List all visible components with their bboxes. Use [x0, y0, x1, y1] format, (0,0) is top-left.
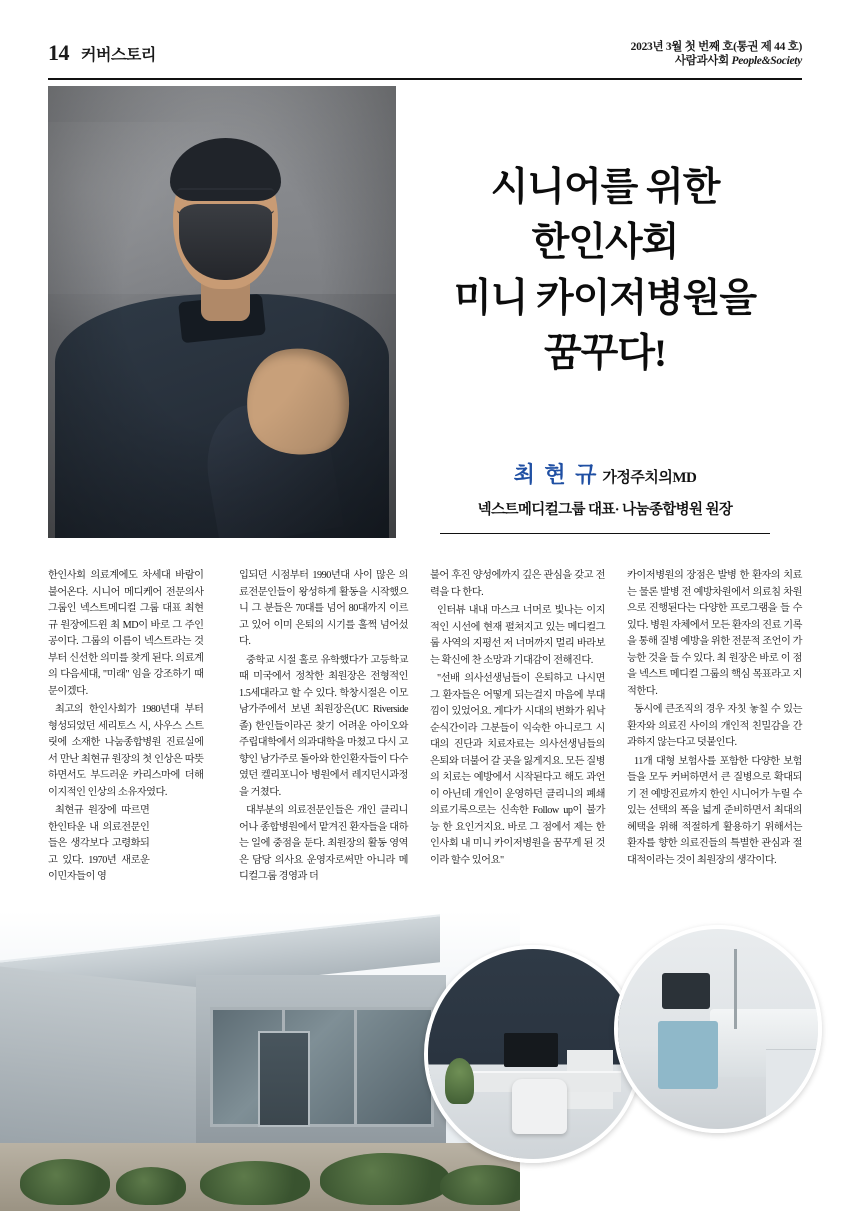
- paragraph: 대부분의 의료전문인들은 개인 클리니어나 종합병원에서 맡겨진 환자들을 대하는 일에 중점을 둔다. 최원장의 활동 영역은 담당 의사요 운영자로써만 아니라 메디컬그룹 경영과 더: [239, 805, 409, 883]
- bush: [116, 1167, 186, 1205]
- paragraph: 동시에 큰조직의 경우 자칫 놓칠 수 있는 환자와 의료진 사이의 개인적 친밀감을 간과하지 않는다고 덧붙인다.: [627, 704, 802, 749]
- brand-english: People&Society: [731, 55, 802, 68]
- building-entrance-door: [258, 1031, 310, 1127]
- building-ground: [0, 1143, 520, 1211]
- paragraph: 중학교 시절 홀로 유학했다가 고등학교 때 미국에서 정착한 최원장은 전형적인 1.5세대라고 할 수 있다. 학창시절은 이모 남가주에서 보낸 최원장은(UC Riverside 졸) 한인들이라곤 찾기 어려운 아이오와 주립대학에서 의과대학을 마쳤고 다시 고향인 남가주로 돌아와 한인환자들이 다수였던 켈리포니아 병원에서 레지던시과정을 거쳤다.: [239, 654, 409, 798]
- building-side-wall: [0, 965, 210, 1168]
- bush: [320, 1153, 450, 1205]
- bush: [440, 1165, 520, 1205]
- portrait-vignette: [48, 86, 396, 538]
- brand-line: [631, 54, 802, 68]
- medical-cart: [658, 1021, 718, 1089]
- office-chair: [512, 1079, 567, 1134]
- paragraph: 입되던 시점부터 1990년대 사이 많은 의료전문인들이 왕성하게 활동을 시작했으니 그 분들은 70대를 넘어 80대까지 이르고 있어 이미 은퇴의 시기를 훌쩍 넘어섰다.: [239, 570, 409, 648]
- headline-line-3: 미니 카이저병원을: [453, 276, 757, 320]
- building-roof: [0, 914, 440, 1011]
- byline-block: [408, 458, 802, 534]
- building-facade: [196, 975, 446, 1147]
- office-wall: [428, 949, 638, 1159]
- issue-info: 2023년 3월 첫 번째 호(통권 제 44 호): [630, 41, 802, 53]
- article-body: [48, 568, 802, 888]
- exam-wall: [618, 929, 818, 1129]
- page-number: 14: [48, 40, 69, 65]
- paragraph: 불어 후진 양성에까지 깊은 관심을 갖고 전력을 다 한다.: [430, 570, 606, 598]
- clinic-building-photo: [0, 911, 520, 1211]
- building-landscaping: [20, 1151, 520, 1211]
- brand-korean: 사람과사회: [674, 55, 729, 68]
- office-monitor: [504, 1033, 559, 1067]
- headline-line-2: 한인사회: [531, 221, 679, 265]
- article-column-3: [430, 568, 605, 888]
- clinic-office-photo: [424, 945, 642, 1163]
- header-left: [48, 40, 156, 66]
- pull-quote: "선배 의사선생님들이 은퇴하고 나시면 그 환자들은 어떻게 되는걸지 마음에 부대낌이 있었어요. 게다가 시대의 변화가 워낙 순식간이라 그분들이 익숙한 아니로그 시대의 진단과 치료자료는 의사선생님들의 은퇴와 더불어 갈 곳을 잃게지요. 모든 질병의 치료는 예방에서 시작된다고 해도 과언이 아닌데 개인이 운영하던 클리니의 폐쇄의료기록으로는 신속한 Follow up이 불가능 한 요인거지요. 바로 그 점에서 제는 한인사회 내 미니 카이저병원을 꿈꾸게 된 것이라 할수 있어요": [430, 673, 606, 866]
- byline-divider: [440, 533, 770, 534]
- office-desk: [466, 1071, 621, 1092]
- headline-block: [408, 160, 802, 382]
- bush: [200, 1161, 310, 1205]
- page-header: [48, 40, 802, 80]
- paragraph: 카이저병원의 장점은 발병 한 환자의 치료는 물론 발병 전 예방차원에서 의료침 차원으로 진행된다는 다양한 프로그램을 들 수 있다. 병원 자체에서 모든 환자의 진료 기록을 통해 질병 예방을 위한 전문적 조언이 가능한 것을 들 수 있다. 최 원장은 바로 이 점을 넥스트 메디컬 그룹의 핵심 목표라고 지적한다.: [627, 570, 802, 697]
- byline-main: [408, 458, 802, 489]
- header-right: [631, 40, 802, 69]
- article-column-4: [627, 568, 802, 888]
- byline-role: 가정주치의MD: [602, 470, 697, 486]
- building-mullion: [354, 1007, 357, 1127]
- exam-table: [710, 1009, 822, 1077]
- article-column-2: [239, 568, 408, 888]
- paragraph: 최현규 원장에 따르면 한인타운 내 의료전문인들은 생각보다 고령화되고 있다. 1970년 새로운 이민자들이 영: [48, 805, 150, 883]
- bottom-photo-group: [0, 906, 850, 1211]
- doctor-portrait-photo: [48, 86, 396, 538]
- iv-pole: [734, 949, 737, 1029]
- hero-section: [48, 86, 802, 538]
- paragraph: 최고의 한인사회가 1980년대 부터 형성되었던 세리토스 시, 사우스 스트릿에 소재한 나눔종합병원 진료실에서 만난 최현규 원장의 첫 인상은 따뜻하면서도 부드러운 카리스마에 더해 이지적인 인상의 소유자였다.: [48, 704, 204, 798]
- vitals-monitor: [662, 973, 710, 1009]
- paragraph: 인터뷰 내내 마스크 너머로 빛나는 이지적인 시선에 현재 펼쳐지고 있는 메디컬그룹 사역의 지평선 저 너머까지 멀리 바라보는 확신에 찬 소망과 기대감이 전해진다.: [430, 605, 606, 666]
- paragraph: 11개 대형 보험사를 포함한 다양한 보험들을 모두 커버하면서 큰 질병으로 확대되기 전 예방진료까지 한인 시니어가 누릴 수 있는 선택의 폭을 넓게 준비하면서 최대의 혜택을 위해 적절하게 활용하기 위해서는 환자를 향한 의료진들의 특별한 관심과 절대적이라는 것이 최원장의 생각이다.: [627, 755, 802, 866]
- headline-line-1: 시니어를 위한: [490, 166, 720, 209]
- headline-line-4: 꿈꾸다!: [543, 332, 666, 376]
- byline-name: 최 현 규: [513, 462, 599, 487]
- exam-drawers: [766, 1049, 818, 1129]
- exam-room-photo: [614, 925, 822, 1133]
- bush: [20, 1159, 110, 1205]
- building-mullion: [282, 1007, 285, 1127]
- building-sky: [0, 911, 520, 1211]
- section-title: 커버스토리: [81, 47, 156, 64]
- byline-affiliation: 넥스트메디컬그룹 대표· 나눔종합병원 원장: [477, 502, 733, 518]
- paragraph: 한인사회 의료계에도 차세대 바람이 불어온다. 시니어 메디케어 전문의사그룹인 넥스트메디컬 그룹 대표 최현규 원장에드윈 최 MD이 바로 그 주인공이다. 그룹의 이름이 넥스트라는 것 부터 신선한 의미를 찾게 된다. 의료계의 다음세대, "미래" 임을 강조하기 때문이겠다.: [48, 570, 204, 697]
- office-plant: [445, 1058, 474, 1104]
- article-column-1: [48, 568, 217, 888]
- office-cabinet: [567, 1050, 613, 1109]
- building-glass-front: [210, 1007, 434, 1127]
